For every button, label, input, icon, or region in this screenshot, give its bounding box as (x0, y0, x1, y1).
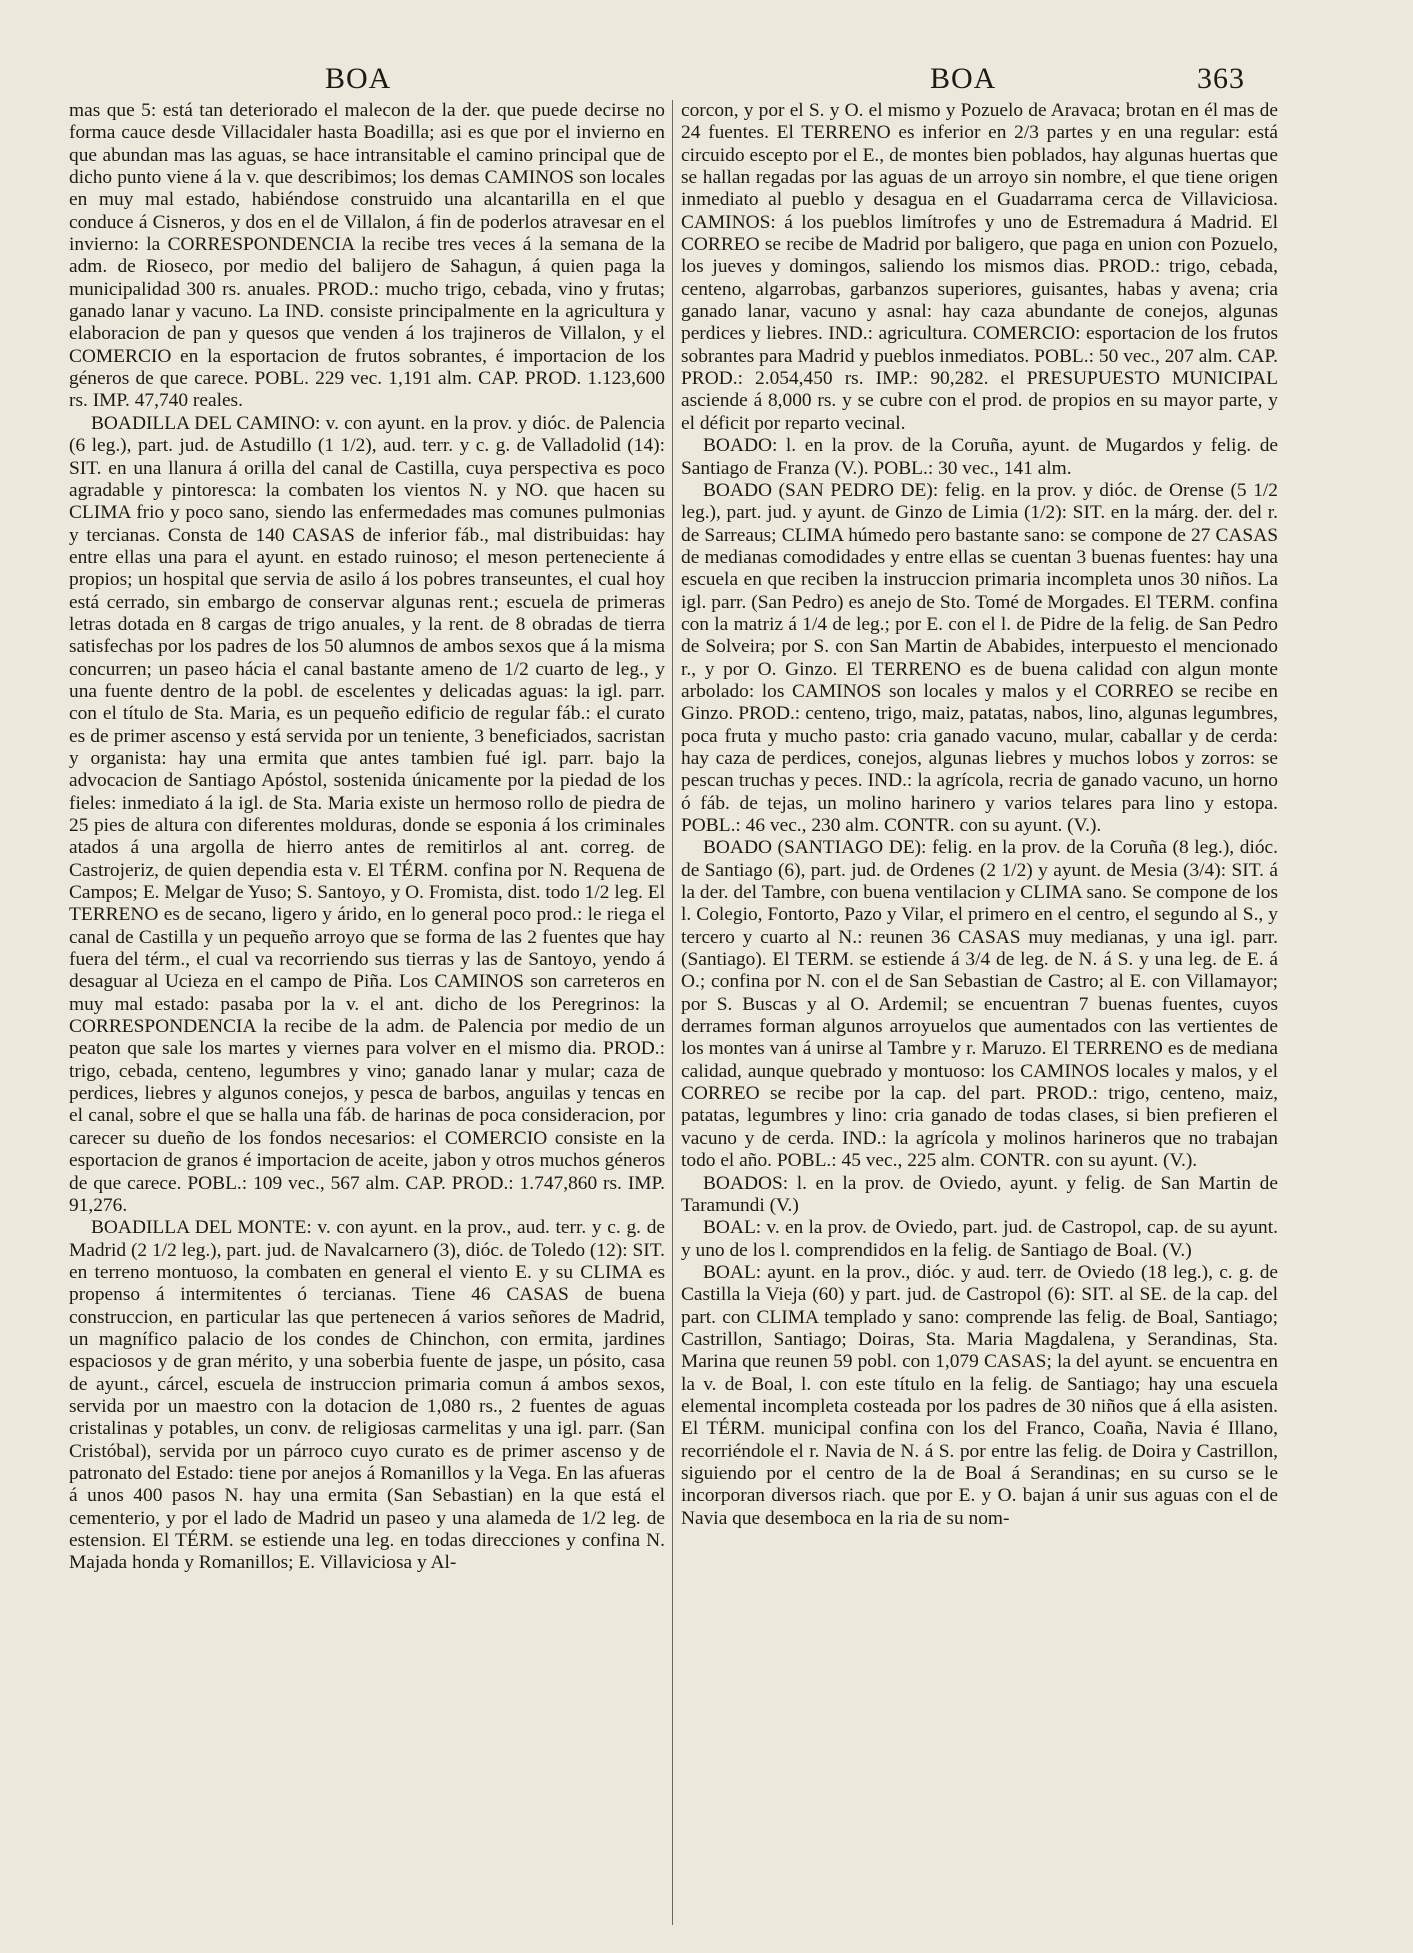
left-column (69, 100, 665, 1930)
entry-continuation: mas que 5: está tan deteriorado el malecon de la der. que puede decirse no forma cauce desde Villacidaler hasta Boadilla; asi es que por el invierno en que abundan mas las aguas, se hace intransitable el camino principal que de dicho punto viene á la v. que describimos; los demas CAMINOS son locales en muy mal estado, habiéndose construido una alcantarilla en el que conduce á Cisneros, y dos en el de Villalon, á fin de poderlos atravesar en el invierno: la CORRESPONDENCIA la recibe tres veces á la semana de la adm. de Rioseco, por medio del balijero de Sahagun, á quien paga la municipalidad 300 rs. anuales. PROD.: mucho trigo, cebada, vino y frutas; ganado lanar y vacuno. La IND. consiste principalmente en la agricultura y elaboracion de pan y quesos que venden á los trajineros de Villalon, y el COMERCIO en la esportacion de frutos sobrantes, é importacion de los géneros de que carece. POBL. 229 vec. 1,191 alm. CAP. PROD. 1.123,600 rs. IMP. 47,740 reales. (69, 100, 665, 412)
page-number: 363 (1197, 62, 1245, 95)
entry-boadilla-del-monte: BOADILLA DEL MONTE: v. con ayunt. en la prov., aud. terr. y c. g. de Madrid (2 1/2 leg.), part. jud. de Navalcarnero (3), dióc. de Toledo (12): SIT. en terreno montuoso, la combaten en general el viento E. y su CLIMA es propenso á intermitentes ó tercianas. Tiene 46 CASAS de buena construccion, en particular las que pertenecen á varios señores de Madrid, un magnífico palacio de los condes de Chinchon, con ermita, jardines espaciosos y de gran mérito, y una soberbia fuente de jaspe, un pósito, casa de ayunt., cárcel, escuela de instruccion primaria comun á ambos sexos, servida por un maestro con la dotacion de 1,080 rs., 2 fuentes de aguas cristalinas y potables, un conv. de religiosas carmelitas y una igl. parr. (San Cristóbal), servida por un párroco cuyo curato es de primer ascenso y de patronato del Estado: tiene por anejos á Romanillos y la Vega. En las afueras á unos 400 pasos N. hay una ermita (San Sebastian) en la que está el cementerio, y por el lado de Madrid un paseo y una alameda de 1/2 leg. de estension. El TÉRM. se estiende una leg. en todas direcciones y confina N. Majada honda y Romanillos; E. Villaviciosa y Al- (69, 1217, 665, 1574)
running-head-left: BOA (325, 62, 392, 95)
right-column (681, 100, 1278, 1930)
entry-boal-villa: BOAL: v. en la prov. de Oviedo, part. jud. de Castropol, cap. de su ayunt. y uno de los l. comprendidos en la felig. de Santiago de Boal. (V.) (681, 1217, 1278, 1261)
entry-boado-santiago: BOADO (SANTIAGO DE): felig. en la prov. de la Coruña (8 leg.), dióc. de Santiago (6), part. jud. de Ordenes (2 1/2) y ayunt. de Mesia (3/4): SIT. á la der. del Tambre, con buena ventilacion y CLIMA sano. Se compone de los l. Colegio, Fontorto, Pazo y Vilar, el primero en el centro, el segundo al S., y tercero y cuarto al N.: reunen 36 CASAS muy medianas, y una igl. parr. (Santiago). El TERM. se estiende á 3/4 de leg. de N. á S. y una leg. de E. á O.; confina por N. con el de San Sebastian de Castro; al E. con Villamayor; por S. Buscas y al O. Ardemil; se encuentran 7 buenas fuentes, cuyos derrames forman algunos arroyuelos que aumentados con las vertientes de los montes van á unirse al Tambre y r. Maruzo. El TERRENO es de mediana calidad, aunque quebrado y montuoso: los CAMINOS locales y malos, y el CORREO se recibe por la cap. del part. PROD.: trigo, centeno, maiz, patatas, legumbres y lino: cria ganado de todas clases, si bien prefieren el vacuno y de cerda. IND.: la agrícola y molinos harineros que no trabajan todo el año. POBL.: 45 vec., 225 alm. CONTR. con su ayunt. (V.). (681, 837, 1278, 1172)
entry-boadilla-del-camino: BOADILLA DEL CAMINO: v. con ayunt. en la prov. y dióc. de Palencia (6 leg.), part. jud. de Astudillo (1 1/2), aud. terr. y c. g. de Valladolid (14): SIT. en una llanura á orilla del canal de Castilla, cuya perspectiva es poco agradable y pintoresca: la combaten los vientos N. y NO. que hacen su CLIMA frio y poco sano, siendo las enfermedades mas comunes pulmonias y tercianas. Consta de 140 CASAS de inferior fáb., mal distribuidas: hay entre ellas una para el ayunt. en estado ruinoso; el meson perteneciente á propios; un hospital que servia de asilo á los pobres transeuntes, el cual hoy está cerrado, sin embargo de conservar algunas rent.; escuela de primeras letras dotada en 8 cargas de trigo anuales, y la rent. de 8 obradas de tierra satisfechas por los padres de los 50 alumnos de ambos sexos que á la misma concurren; un paseo hácia el canal bastante ameno de 1/2 cuarto de leg., y una fuente dentro de la pobl. de escelentes y delicadas aguas: la igl. parr. con el título de Sta. Maria, es un pequeño edificio de regular fáb.: el curato es de primer ascenso y está servida por un teniente, 3 beneficiados, sacristan y organista: hay una ermita que antes tambien fué igl. parr. bajo la advocacion de Santiago Apóstol, sostenida únicamente por la piedad de los fieles: inmediato á la igl. de Sta. Maria existe un hermoso rollo de piedra de 25 pies de altura con diferentes molduras, donde se esponia á los criminales atados á una argolla de hierro antes de remitirlos al ant. correg. de Castrojeriz, de quien dependia esta v. El TÉRM. confina por N. Requena de Campos; E. Melgar de Yuso; S. Santoyo, y O. Fromista, dist. todo 1/2 leg. El TERRENO es de secano, ligero y árido, en lo general poco prod.: le riega el canal de Castilla y un pequeño arroyo que se forma de las 2 fuentes que hay fuera del térm., el cual va recorriendo sus tierras y las de Santoyo, yendo á desaguar al Ucieza en el campo de Piña. Los CAMINOS son carreteros en muy mal estado: pasaba por la v. el ant. dicho de los Peregrinos: la CORRESPONDENCIA la recibe de la adm. de Palencia por medio de un peaton que sale los martes y viernes para volver en el mismo dia. PROD.: trigo, cebada, centeno, legumbres y vino; ganado lanar y mular; caza de perdices, liebres y algunos conejos, y pesca de barbos, anguilas y tencas en el canal, sobre el que se halla una fáb. de harinas de poca consideracion, por carecer su dueño de los fondos necesarios: el COMERCIO consiste en la esportacion de granos é importacion de aceite, jabon y otros muchos géneros de que carece. POBL.: 109 vec., 567 alm. CAP. PROD.: 1.747,860 rs. IMP. 91,276. (69, 412, 665, 1216)
entry-continuation-boadilla-del-monte: corcon, y por el S. y O. el mismo y Pozuelo de Aravaca; brotan en él mas de 24 fuentes. El TERRENO es inferior en 2/3 partes y en una regular: está circuido escepto por el E., de montes bien poblados, hay algunas huertas que se hallan regadas por las aguas de un arroyo sin nombre, el que tiene origen inmediato al pueblo y desagua en el Guadarrama cerca de Villaviciosa. CAMINOS: á los pueblos limítrofes y uno de Estremadura á Madrid. El CORREO se recibe de Madrid por baligero, que paga en union con Pozuelo, los jueves y domingos, saliendo los mismos dias. PROD.: trigo, cebada, centeno, algarrobas, garbanzos superiores, guisantes, habas y avena; cria ganado lanar, vacuno y asnal: hay caza abundante de conejos, algunas perdices y liebres. IND.: agricultura. COMERCIO: esportacion de los frutos sobrantes para Madrid y pueblos inmediatos. POBL.: 50 vec., 207 alm. CAP. PROD.: 2.054,450 rs. IMP.: 90,282. el PRESUPUESTO MUNICIPAL asciende á 8,000 rs. y se cubre con el prod. de propios en su mayor parte, y el déficit por reparto vecinal. (681, 100, 1278, 434)
column-divider (672, 100, 673, 1925)
entry-boado: BOADO: l. en la prov. de la Coruña, ayunt. de Mugardos y felig. de Santiago de Franza (V.). POBL.: 30 vec., 141 alm. (681, 435, 1278, 479)
entry-boados: BOADOS: l. en la prov. de Oviedo, ayunt. y felig. de San Martin de Taramundi (V.) (681, 1172, 1278, 1216)
entry-boal-ayuntamiento: BOAL: ayunt. en la prov., dióc. y aud. terr. de Oviedo (18 leg.), c. g. de Castilla la Vieja (60) y part. jud. de Castropol (6): SIT. al SE. de la cap. del part. con CLIMA templado y sano: comprende las felig. de Boal, Santiago; Castrillon, Santiago; Doiras, Sta. Maria Magdalena, y Serandinas, Sta. Marina que reunen 59 pobl. con 1,079 CASAS; la del ayunt. se encuentra en la v. de Boal, l. con este título en la felig. de Santiago; hay una escuela elemental incompleta costeada por los padres de 30 niños que á ella asisten. El TÉRM. municipal confina con los del Franco, Coaña, Navia é Illano, recorriéndole el r. Navia de N. á S. por entre las felig. de Doira y Castrillon, siguiendo por el centro de la de Boal á Serandinas; en su curso se le incorporan diversos riach. que por E. y O. bajan á unir sus aguas con el de Navia que desemboca en la ria de su nom- (681, 1261, 1278, 1529)
entry-boado-san-pedro: BOADO (SAN PEDRO DE): felig. en la prov. y dióc. de Orense (5 1/2 leg.), part. jud. y ayunt. de Ginzo de Limia (1/2): SIT. en la márg. der. del r. de Sarreaus; CLIMA húmedo pero bastante sano: se compone de 27 CASAS de medianas comodidades y entre ellas se cuentan 3 buenas fuentes: hay una escuela en que reciben la instruccion primaria incompleta unos 30 niños. La igl. parr. (San Pedro) es anejo de Sto. Tomé de Morgades. El TERM. confina con la matriz á 1/4 de leg.; por E. con el l. de Pidre de la felig. de San Pedro de Solveira; por S. con San Martin de Ababides, interpuesto el mencionado r., y por O. Ginzo. El TERRENO es de buena calidad con algun monte arbolado: los CAMINOS son locales y malos y el CORREO se recibe en Ginzo. PROD.: centeno, trigo, maiz, patatas, nabos, lino, algunas legumbres, poca fruta y mucho pasto: cria ganado vacuno, mular, caballar y de cerda: hay caza de perdices, conejos, algunas liebres y muchos lobos y zorros: se pescan truchas y peces. IND.: la agrícola, recria de ganado vacuno, un horno ó fáb. de tejas, un molino harinero y varios telares para lino y estopa. POBL.: 46 vec., 230 alm. CONTR. con su ayunt. (V.). (681, 479, 1278, 836)
running-head-right: BOA (930, 62, 997, 95)
